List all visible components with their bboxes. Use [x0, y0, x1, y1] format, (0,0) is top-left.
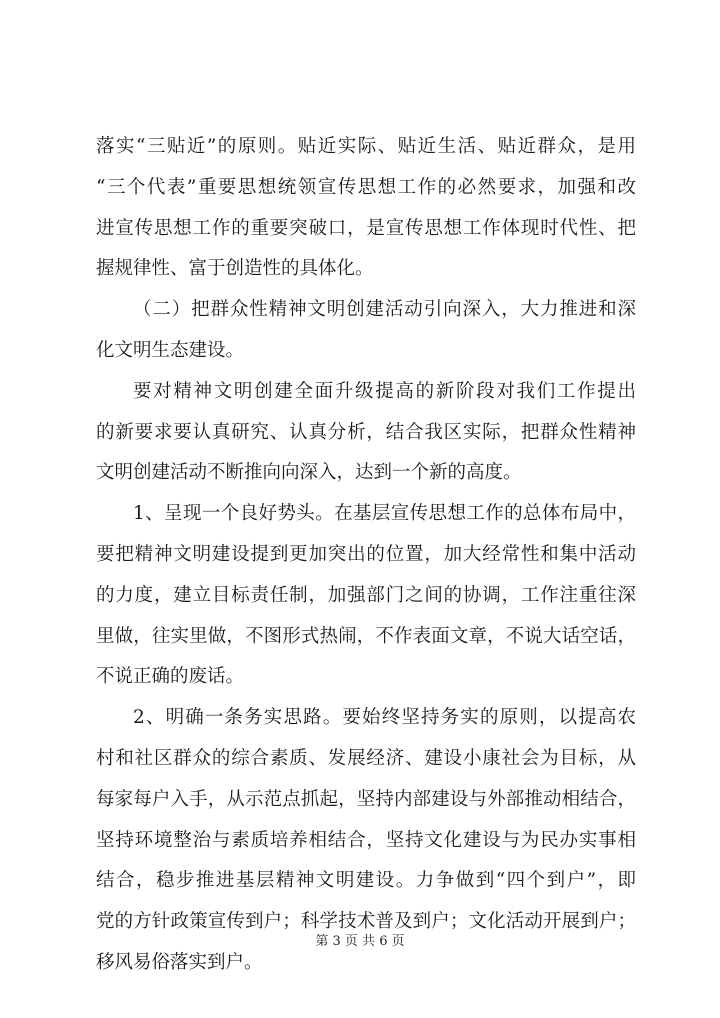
text-line: 化文明生态建设。: [96, 339, 245, 361]
text-line: 移风易俗落实到户。: [96, 951, 263, 973]
text-line: 的力度，建立目标责任制，加强部门之间的协调，工作注重往深: [96, 584, 636, 606]
text-line: 不说正确的废话。: [96, 666, 245, 688]
text-line: 的新要求要认真研究、认真分析，结合我区实际，把群众性精神: [96, 421, 636, 443]
text-line: 落实“三贴近”的原则。贴近实际、贴近生活、贴近群众，是用: [96, 136, 636, 157]
text-line: 结合，稳步推进基层精神文明建设。力争做到“四个到户”，即: [96, 870, 636, 892]
document-body: [96, 127, 636, 984]
text-line: 要把精神文明建设提到更加突出的位置，加大经常性和集中活动: [96, 543, 636, 565]
text-line: 要对精神文明创建全面升级提高的新阶段对我们工作提出: [133, 380, 636, 402]
text-line: 坚持环境整治与素质培养相结合，坚持文化建设与为民办实事相: [96, 829, 636, 851]
text-line: 2、明确一条务实思路。要始终坚持务实的原则，以提高农: [133, 707, 636, 729]
text-line: 党的方针政策宣传到户；科学技术普及到户；文化活动开展到户；: [96, 911, 636, 933]
paragraph: [96, 372, 636, 494]
paragraph: [96, 127, 636, 290]
text-line: 握规律性、富于创造性的具体化。: [96, 258, 374, 280]
text-line: 进宣传思想工作的重要突破口，是宣传思想工作体现时代性、把: [96, 217, 636, 239]
text-line: 村和社区群众的综合素质、发展经济、建设小康社会为目标，从: [96, 747, 636, 769]
page-number-footer: 第 3 页 共 6 页: [315, 934, 405, 949]
section-heading: [96, 290, 636, 372]
text-line: 文明创建活动不断推向向深入，达到一个新的高度。: [96, 462, 522, 484]
text-line: 1、呈现一个良好势头。在基层宣传思想工作的总体布局中，: [133, 503, 636, 525]
text-line: “三个代表”重要思想统领宣传思想工作的必然要求，加强和改: [96, 176, 636, 198]
text-line: 里做，往实里做，不图形式热闹，不作表面文章，不说大话空话，: [96, 625, 636, 647]
text-line: （二）把群众性精神文明创建活动引向深入，大力推进和深: [133, 299, 636, 321]
text-line: 每家每户入手，从示范点抓起，坚持内部建设与外部推动相结合，: [96, 788, 636, 810]
paragraph: [96, 494, 636, 698]
